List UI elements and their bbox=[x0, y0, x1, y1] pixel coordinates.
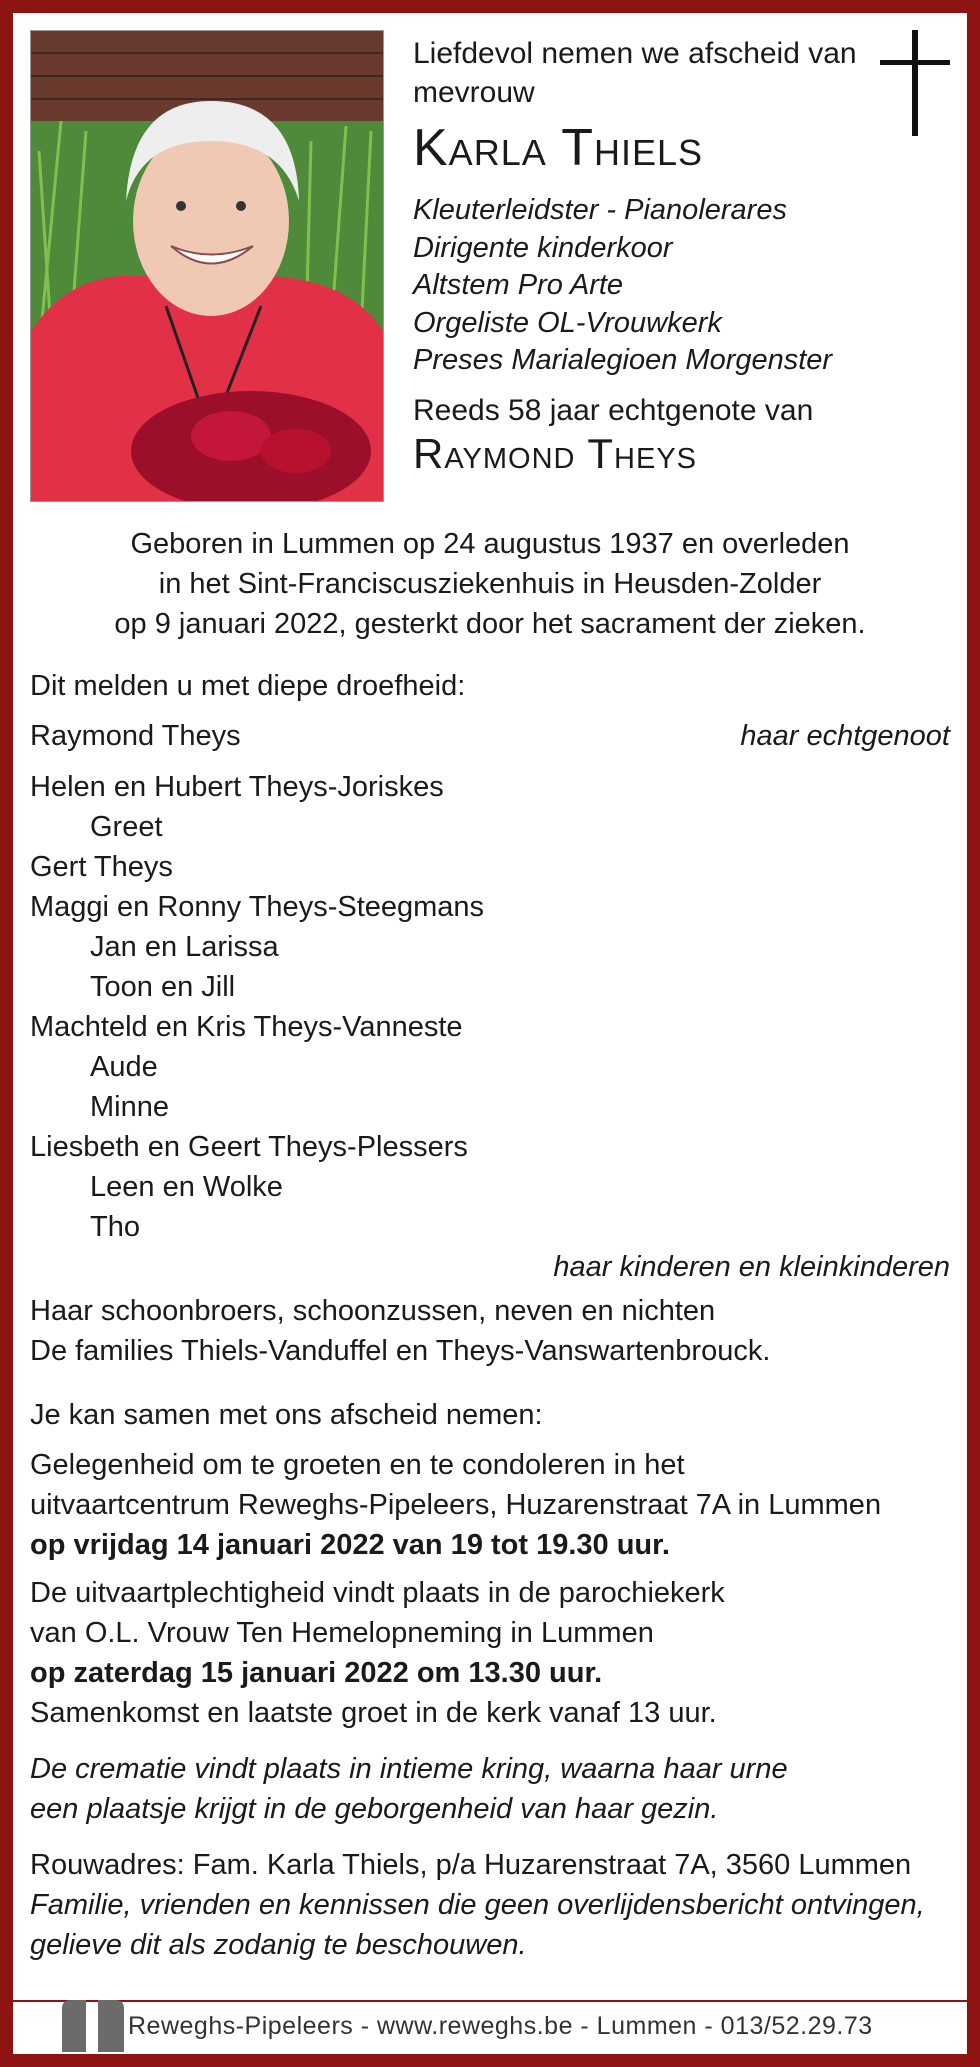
funeral-home-logo-icon bbox=[58, 1996, 128, 2052]
header-block bbox=[413, 34, 893, 479]
role-item: Kleuterleidster - Pianolerares bbox=[413, 194, 787, 226]
notice-text: gelieve dit als zodanig te beschouwen. bbox=[30, 1929, 527, 1961]
farewell-section bbox=[30, 1395, 950, 1965]
roles-list bbox=[413, 192, 893, 380]
visit-time-bold: op vrijdag 14 januari 2022 van 19 tot 19.30 uur. bbox=[30, 1529, 670, 1561]
extended-family: Haar schoonbroers, schoonzussen, neven en nichten bbox=[30, 1295, 716, 1327]
notice-text: Familie, vrienden en kennissen die geen overlijdensbericht ontvingen, bbox=[30, 1889, 925, 1921]
visit-time bbox=[30, 1525, 950, 1565]
children-list bbox=[30, 767, 950, 1247]
funeral-time-bold: op zaterdag 15 januari 2022 om 13.30 uur. bbox=[30, 1657, 603, 1689]
children-role: haar kinderen en kleinkinderen bbox=[553, 1251, 950, 1283]
role-item: Altstem Pro Arte bbox=[413, 269, 624, 301]
family-member: Maggi en Ronny Theys-Steegmans bbox=[30, 891, 485, 923]
spouse-row bbox=[30, 716, 950, 756]
family-member: Gert Theys bbox=[30, 851, 173, 883]
role-item: Dirigente kinderkoor bbox=[413, 231, 673, 264]
family-member: Liesbeth en Geert Theys-Plessers bbox=[30, 1131, 468, 1163]
intro-title: mevrouw bbox=[413, 76, 535, 109]
family-member: Leen en Wolke bbox=[90, 1171, 283, 1203]
family-section bbox=[30, 666, 950, 1371]
spouse-name: Raymond Theys bbox=[30, 720, 241, 752]
spouse-role: haar echtgenoot bbox=[740, 720, 950, 752]
farewell-intro: Je kan samen met ons afscheid nemen: bbox=[30, 1399, 543, 1431]
footer-text: Reweghs-Pipeleers - www.reweghs.be - Lummen - 013/52.29.73 bbox=[128, 2012, 873, 2040]
family-member: Tho bbox=[90, 1211, 140, 1243]
mourning-address: Rouwadres: Fam. Karla Thiels, p/a Huzarenstraat 7A, 3560 Lummen bbox=[30, 1849, 912, 1881]
family-member: Machteld en Kris Theys-Vanneste bbox=[30, 1011, 463, 1043]
portrait-photo bbox=[30, 30, 384, 502]
extended-family: De families Thiels-Vanduffel en Theys-Vanswartenbrouck. bbox=[30, 1335, 771, 1367]
family-intro: Dit melden u met diepe droefheid: bbox=[30, 670, 466, 702]
visit-line: Gelegenheid om te groeten en te condoleren in het bbox=[30, 1449, 685, 1481]
cremation-text: De crematie vindt plaats in intieme kring, waarna haar urne bbox=[30, 1753, 788, 1785]
family-member: Aude bbox=[90, 1051, 158, 1083]
family-member: Helen en Hubert Theys-Joriskes bbox=[30, 771, 444, 803]
birth-line: in het Sint-Franciscusziekenhuis in Heusden-Zolder bbox=[158, 568, 822, 600]
birth-line: Geboren in Lummen op 24 augustus 1937 en overleden bbox=[130, 528, 850, 560]
portrait-image bbox=[31, 31, 383, 501]
role-item: Orgeliste OL-Vrouwkerk bbox=[413, 306, 722, 339]
funeral-time bbox=[30, 1653, 950, 1693]
birth-line: op 9 januari 2022, gesterkt door het sacrament der zieken. bbox=[114, 608, 866, 640]
family-member: Jan en Larissa bbox=[90, 931, 279, 963]
family-member: Toon en Jill bbox=[90, 971, 236, 1003]
partner-name: Raymond Theys bbox=[413, 429, 698, 477]
funeral-line: van O.L. Vrouw Ten Hemelopneming in Lummen bbox=[30, 1617, 654, 1649]
footer-bar bbox=[13, 2000, 967, 2056]
intro-line: Liefdevol nemen we afscheid van bbox=[413, 37, 857, 70]
family-member: Minne bbox=[90, 1091, 169, 1123]
role-item: Preses Marialegioen Morgenster bbox=[413, 344, 833, 376]
gathering-text: Samenkomst en laatste groet in de kerk vanaf 13 uur. bbox=[30, 1697, 717, 1729]
visit-line: uitvaartcentrum Reweghs-Pipeleers, Huzarenstraat 7A in Lummen bbox=[30, 1489, 882, 1521]
married-text: Reeds 58 jaar echtgenote van bbox=[413, 393, 814, 427]
funeral-line: De uitvaartplechtigheid vindt plaats in de parochiekerk bbox=[30, 1577, 725, 1609]
birth-death-text bbox=[30, 524, 950, 644]
cremation-text: een plaatsje krijgt in de geborgenheid van haar gezin. bbox=[30, 1793, 719, 1825]
family-member: Greet bbox=[90, 811, 163, 843]
deceased-name: Karla Thiels bbox=[413, 119, 704, 177]
